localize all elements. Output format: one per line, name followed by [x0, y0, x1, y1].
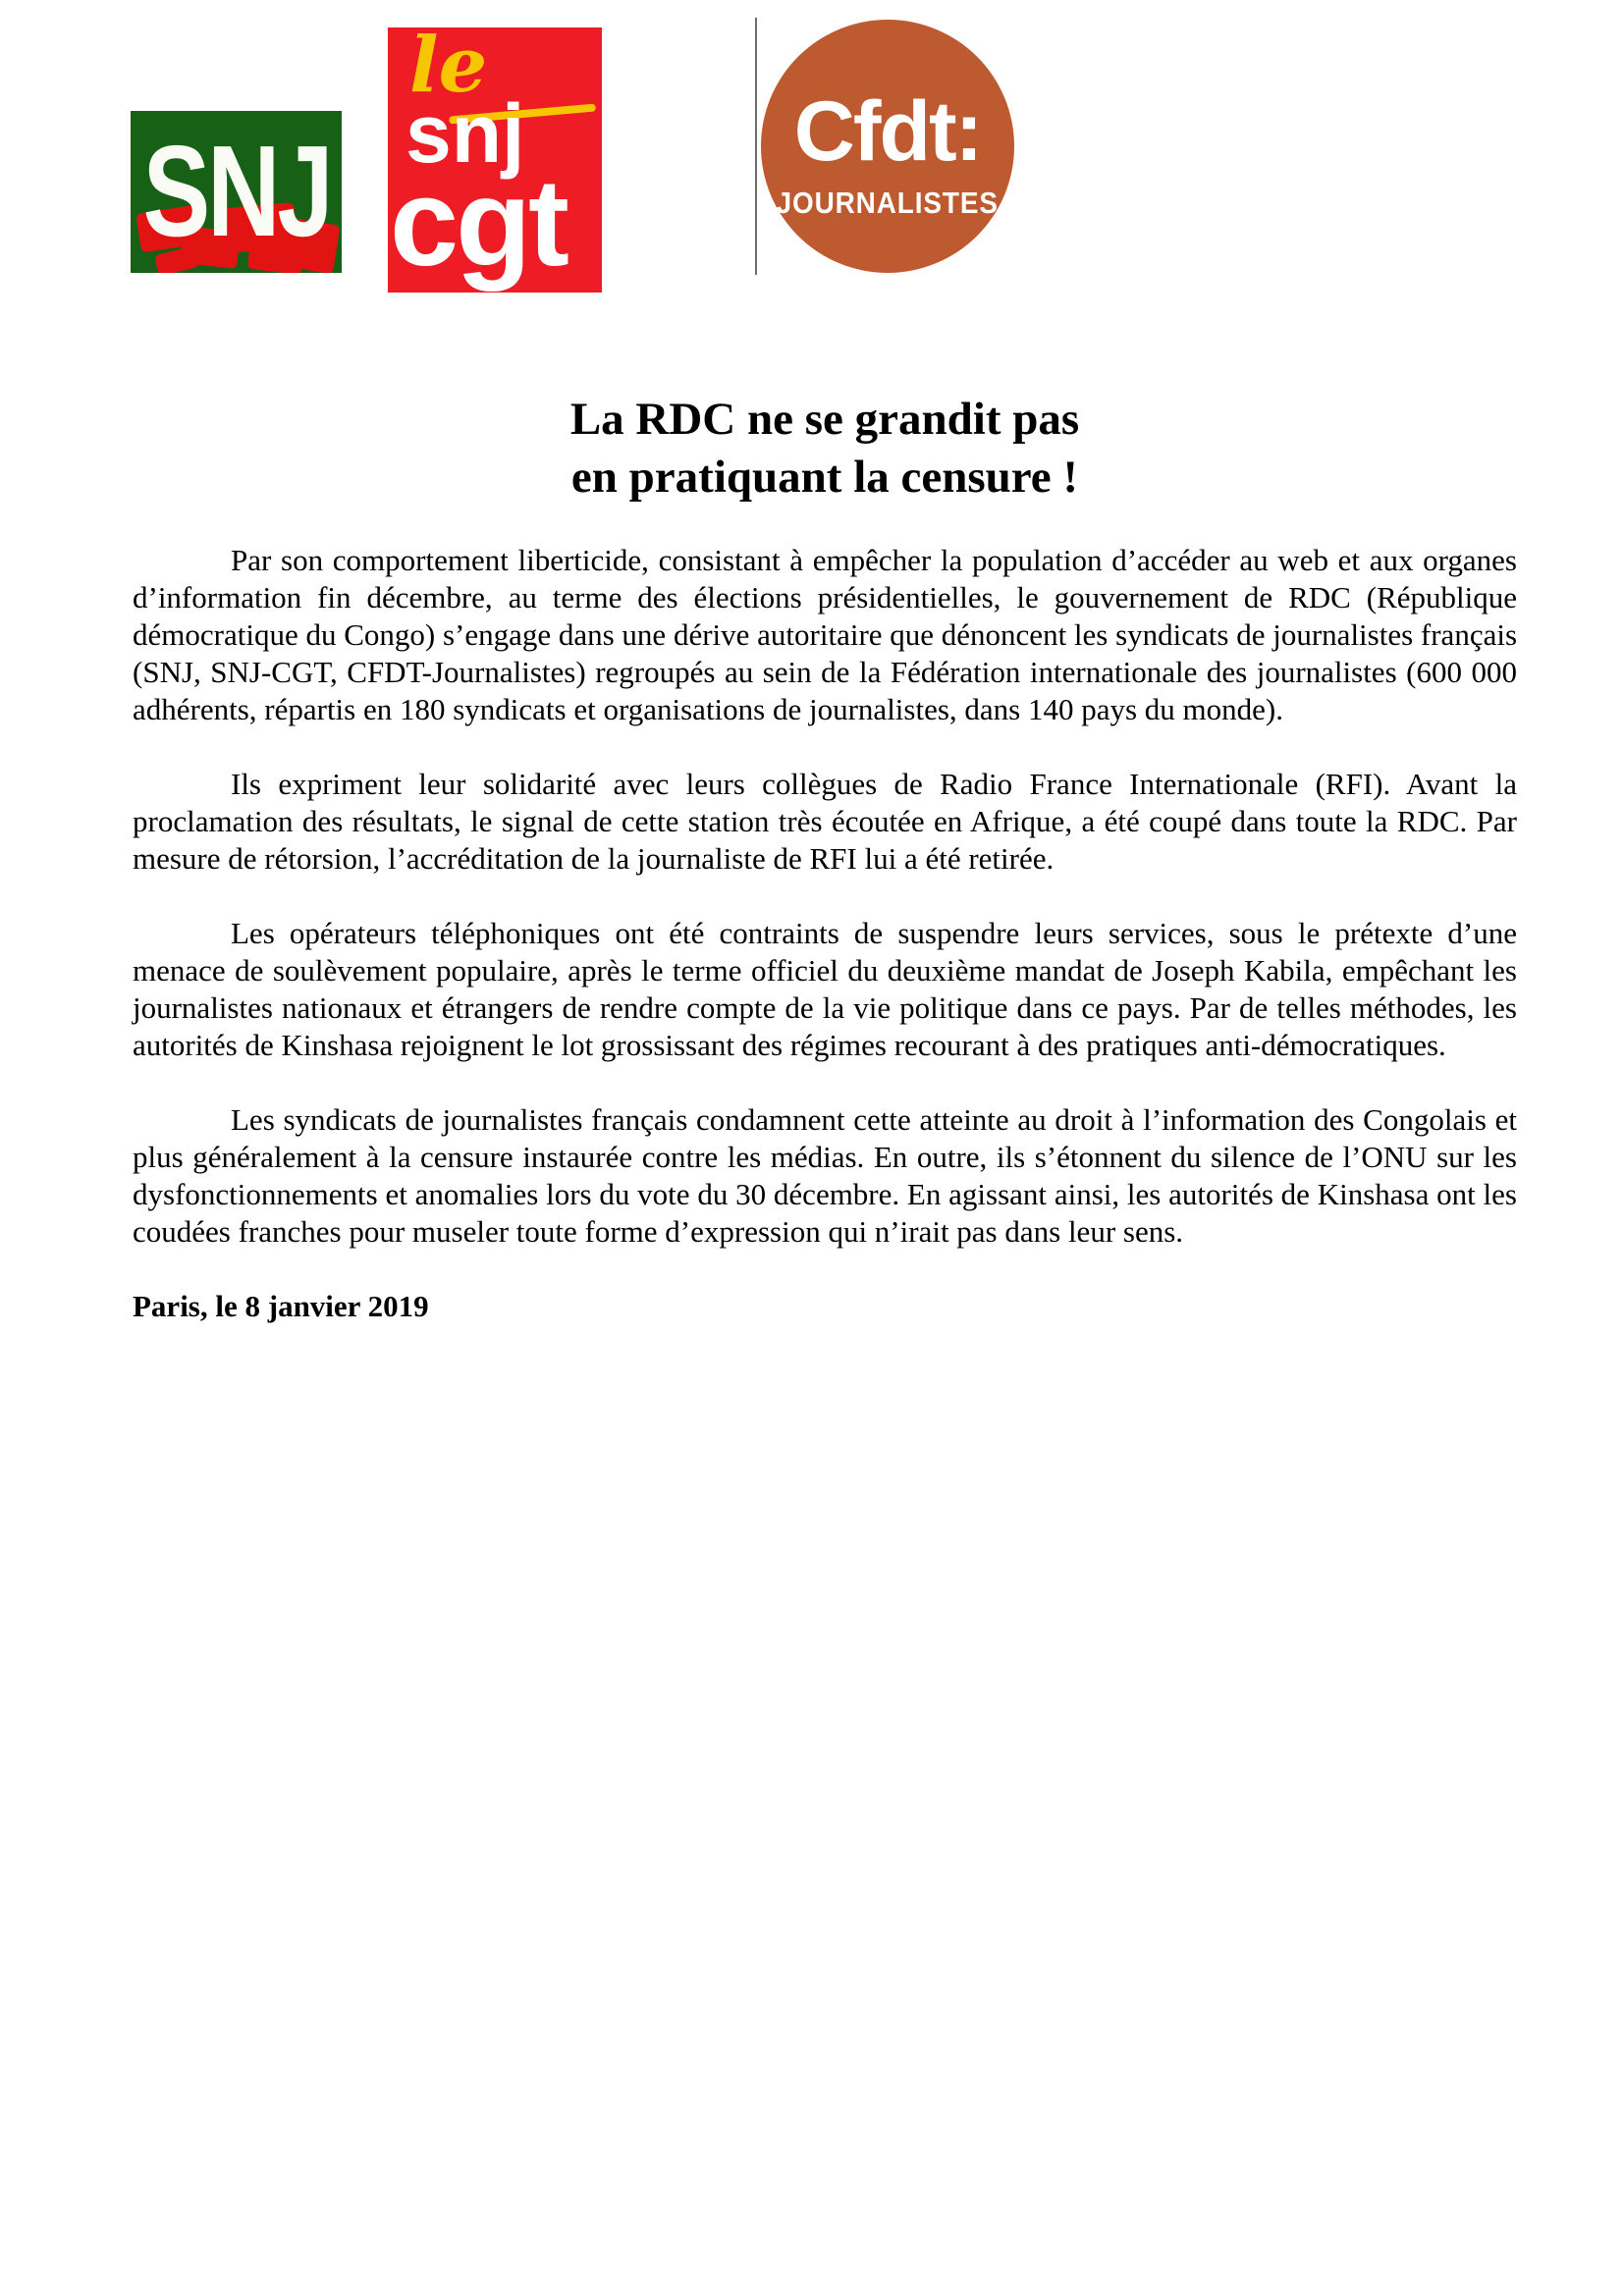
- cfdt-logo-subtitle: JOURNALISTES: [776, 185, 1000, 220]
- cfdt-journalistes-logo: [761, 20, 1014, 273]
- snj-cgt-logo-cgt-text: cgt: [390, 153, 567, 292]
- snj-logo-text: SNJ: [142, 119, 330, 263]
- document-title: [133, 391, 1517, 507]
- snj-cgt-logo: [388, 27, 602, 293]
- title-line-2: en pratiquant la censure !: [570, 452, 1079, 503]
- press-release-body: [133, 542, 1517, 1325]
- paragraph-4: Les syndicats de journalistes français condamnent cette atteinte au droit à l’information des Congolais et plus généralement à la censure instaurée contre les médias. En outre, ils s’étonnent du silence de l’ONU sur les dysfonctionnements et anomalies lors du vote du 30 décembre. En agissant ainsi, les autorités de Kinshasa ont les coudées franches pour museler toute forme d’expression qui n’irait pas dans leur sens.: [133, 1102, 1517, 1249]
- snj-cgt-logo-snj-text: snj: [406, 87, 525, 180]
- dateline: Paris, le 8 janvier 2019: [133, 1289, 429, 1323]
- paragraph-3: Les opérateurs téléphoniques ont été contraints de suspendre leurs services, sous le prétexte d’une menace de soulèvement populaire, après le terme officiel du deuxième mandat de Joseph Kabila, empêchant les journalistes nationaux et étrangers de rendre compte de la vie politique dans ce pays. Par de telles méthodes, les autorités de Kinshasa rejoignent le lot grossissant des régimes recourant à des pratiques anti-démocratiques.: [133, 916, 1517, 1062]
- snj-cgt-logo-le-script: le: [409, 27, 488, 110]
- paragraph-1: Par son comportement liberticide, consistant à empêcher la population d’accéder au web et aux organes d’information fin décembre, au terme des élections présidentielles, le gouvernement de RDC (République démocratique du Congo) s’engage dans une dérive autoritaire que dénoncent les syndicats de journalistes français (SNJ, SNJ-CGT, CFDT-Journalistes) regroupés au sein de la Fédération internationale des journalistes (600 000 adhérents, répartis en 180 syndicats et organisations de journalistes, dans 140 pays du monde).: [133, 543, 1518, 726]
- paragraph-2: Ils expriment leur solidarité avec leurs collègues de Radio France Internationale (RFI). Avant la proclamation des résultats, le signal de cette station très écoutée en Afrique, a été coupé dans toute la RDC. Par mesure de rétorsion, l’accréditation de la journaliste de RFI lui a été retirée.: [133, 767, 1517, 876]
- cfdt-logo-text: Cfdt:: [793, 83, 982, 179]
- snj-logo: [131, 111, 342, 273]
- cfdt-logo-left-border: [755, 18, 757, 275]
- title-line-1: La RDC ne se grandit pas: [569, 394, 1080, 445]
